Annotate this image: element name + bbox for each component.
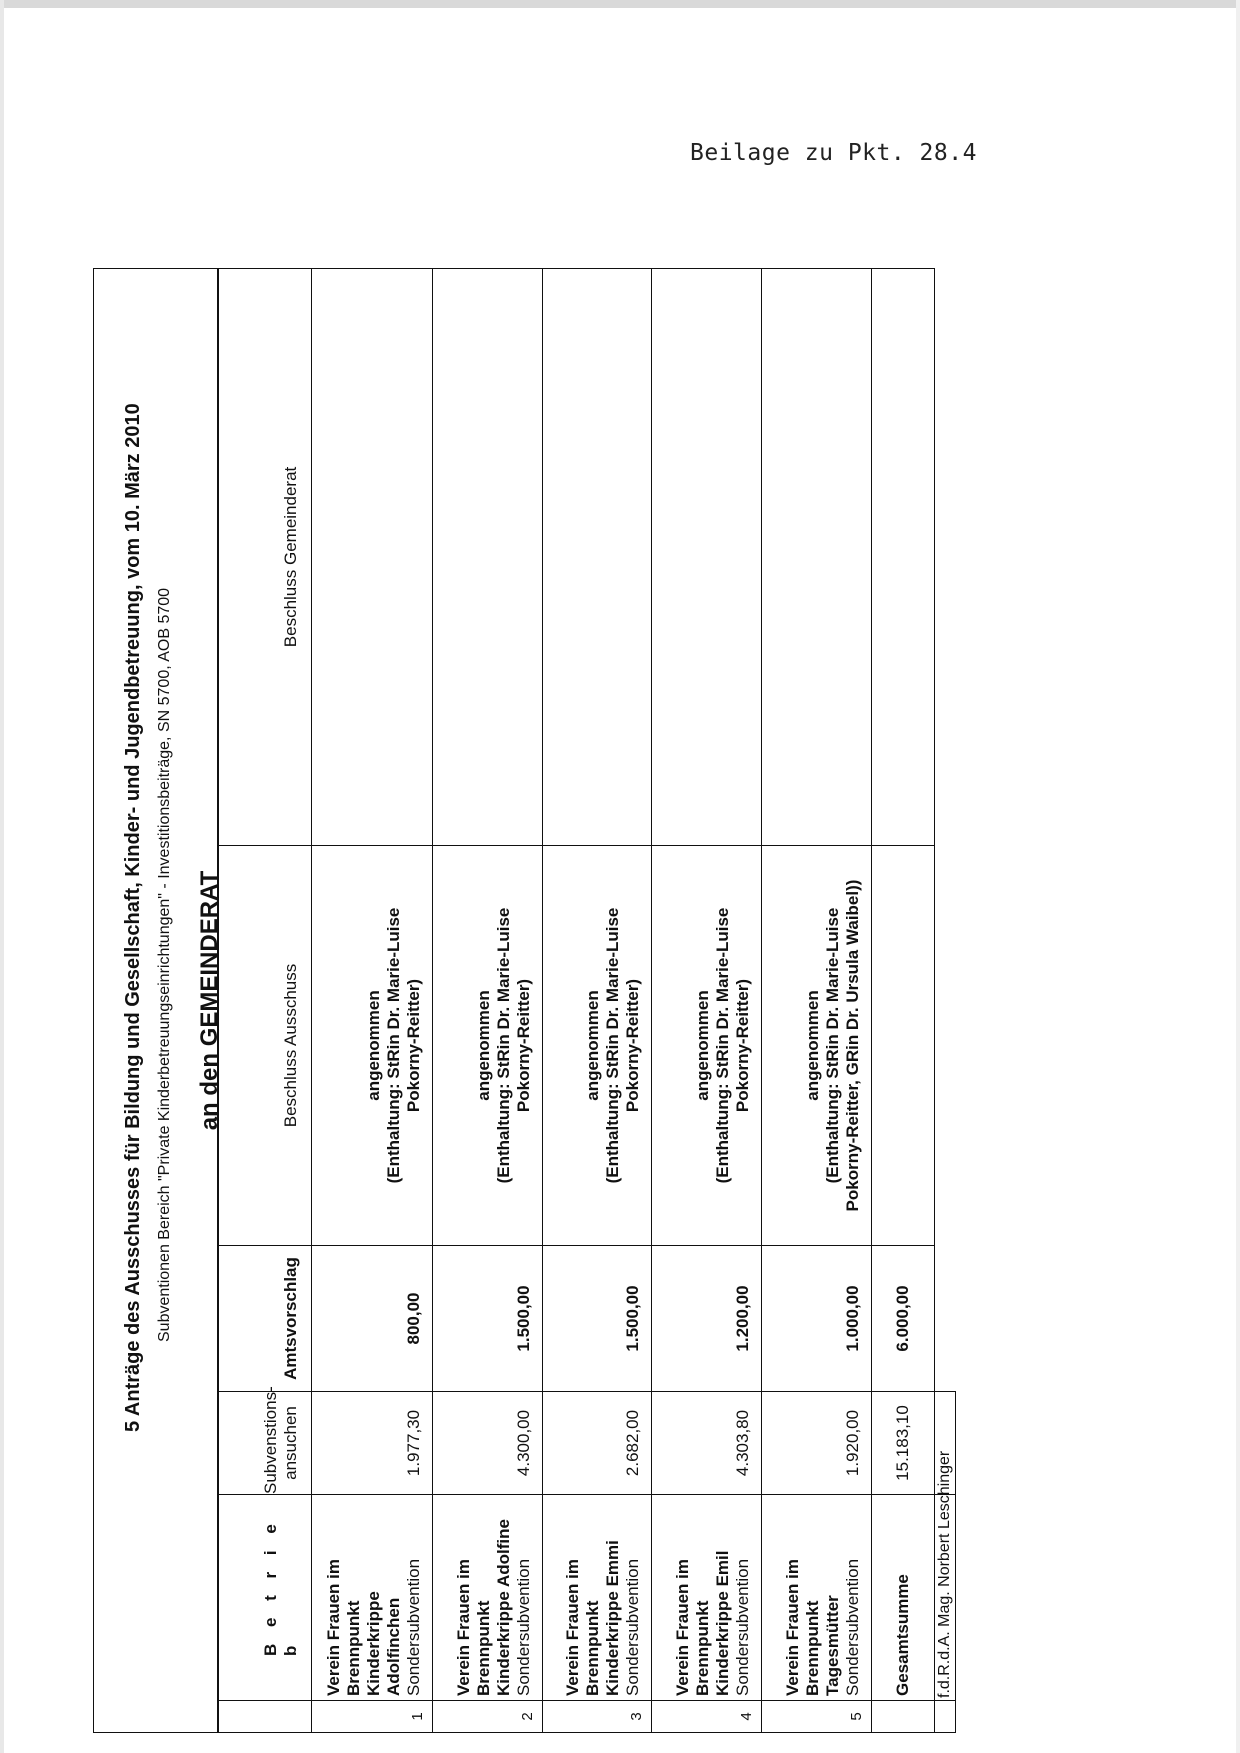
scan-edge-right (1236, 0, 1240, 1753)
document-subtitle: Subventionen Bereich "Private Kinderbetreuungseinrichtungen" - Investitionsbeiträge, SN 5700, AOB 5700 (156, 587, 173, 1342)
row-amtsvorschlag: 1.200,00 (652, 1246, 762, 1392)
table-row (542, 268, 652, 1732)
row-beschluss-gemeinderat (312, 268, 433, 845)
row-beschluss-gemeinderat (433, 268, 543, 845)
total-ansuchen: 15.183,10 (871, 1392, 934, 1495)
page-header: Beilage zu Pkt. 28.4 (690, 140, 977, 166)
row-betrieb: Verein Frauen im Brennpunkt Tagesmütter Sondersubvention (762, 1495, 872, 1701)
column-header-beschluss-gemeinderat: Beschluss Gemeinderat (219, 268, 312, 845)
row-beschluss-gemeinderat (762, 268, 872, 845)
row-ansuchen: 1.920,00 (762, 1392, 872, 1495)
row-ansuchen: 1.977,30 (312, 1392, 433, 1495)
row-amtsvorschlag: 1.500,00 (542, 1246, 652, 1392)
document-title: 5 Anträge des Ausschusses für Bildung und Gesellschaft, Kinder- und Jugendbetreuung, vom 10. März 2010 (122, 403, 144, 1432)
row-amtsvorschlag: 1.000,00 (762, 1246, 872, 1392)
rotated-document (93, 269, 956, 1733)
table-row (652, 268, 762, 1732)
row-index: 4 (652, 1701, 762, 1733)
row-beschluss-ausschuss: angenommen (Enthaltung: StRin Dr. Marie-Luise Pokorny-Reitter) (542, 846, 652, 1246)
table-row (433, 268, 543, 1732)
column-header-betrieb: B e t r i e b (219, 1495, 312, 1701)
subsidy-table: 5 Anträge des Ausschusses für Bildung und Gesellschaft, Kinder- und Jugendbetreuung, vom 10. März 2010 Subventionen Bereich "Private Kinderbetreuungseinrichtungen" - Investitionsbeiträge, SN 5700, AOB 5700 an den GEMEINDERAT B e t r i e b Subvenstions- ansuchen Amtsvorschlag Beschluss Ausschuss Beschluss Gemeinderat 1 Verein Frauen im Brennpunkt Kinderkrippe Adolfinchen Sondersubvention 1.977,30 800,00 angenommen (Enthaltung: StRin Dr. Marie-Luise Pokorny-Reitter) 2 Verein Frauen im Brennpunkt Kinderkrippe Adolfine Sondersubvention 4.300,00 1.500,00 angenommen (Enthaltung: StRin Dr. Marie-Luise Pokorny-Reitter) 3 Verein Frauen im Brennpunkt Kinderkrippe Emmi Sondersubvention 2.682,00 1.500,00 angenommen (Enthaltung: StRin Dr. Marie-Luise Pokorny-Reitter) 4 Verein Frauen im Brennpunkt Kinderkrippe Emil Sondersubvention 4.303,80 1.200,00 angenommen (Enthaltung: StRin Dr. Marie-Luise Pokorny-Reitter) 5 Verein Frauen im Brennpunkt Tagesmütter Sondersubvention 1.920,00 1.000,00 angenommen (Enthaltung: StRin Dr. Marie-Luise Pokorny-Reitter, GRin Dr. Ursula Waibel)) Gesamtsumme 15.183,10 6.000,00 f.d.R.d.A. Mag. Norbert Leschinger (93, 268, 956, 1733)
row-betrieb: Verein Frauen im Brennpunkt Kinderkrippe Adolfinchen Sondersubvention (312, 1495, 433, 1701)
scan-edge-top (0, 0, 1240, 8)
table-header-row (219, 268, 312, 1732)
column-header-amtsvorschlag: Amtsvorschlag (219, 1246, 312, 1392)
total-row (871, 268, 934, 1732)
column-header-ansuchen: Subvenstions- ansuchen (219, 1392, 312, 1495)
row-ansuchen: 4.300,00 (433, 1392, 543, 1495)
row-ansuchen: 2.682,00 (542, 1392, 652, 1495)
scan-edge-left (0, 0, 4, 1753)
footer-row (934, 268, 955, 1732)
table-row (312, 268, 433, 1732)
row-betrieb: Verein Frauen im Brennpunkt Kinderkrippe Adolfine Sondersubvention (433, 1495, 543, 1701)
row-ansuchen: 4.303,80 (652, 1392, 762, 1495)
row-betrieb: Verein Frauen im Brennpunkt Kinderkrippe Emil Sondersubvention (652, 1495, 762, 1701)
total-label: Gesamtsumme (871, 1495, 934, 1701)
row-beschluss-ausschuss: angenommen (Enthaltung: StRin Dr. Marie-Luise Pokorny-Reitter) (312, 846, 433, 1246)
footer-signature: f.d.R.d.A. Mag. Norbert Leschinger (934, 1495, 955, 1701)
row-index: 5 (762, 1701, 872, 1733)
row-amtsvorschlag: 800,00 (312, 1246, 433, 1392)
column-header-beschluss-ausschuss: Beschluss Ausschuss (219, 846, 312, 1246)
row-index: 1 (312, 1701, 433, 1733)
total-amtsvorschlag: 6.000,00 (871, 1246, 934, 1392)
row-beschluss-gemeinderat (652, 268, 762, 845)
row-beschluss-ausschuss: angenommen (Enthaltung: StRin Dr. Marie-Luise Pokorny-Reitter) (652, 846, 762, 1246)
row-index: 2 (433, 1701, 543, 1733)
row-beschluss-ausschuss: angenommen (Enthaltung: StRin Dr. Marie-Luise Pokorny-Reitter, GRin Dr. Ursula Waibel)) (762, 846, 872, 1246)
row-beschluss-gemeinderat (542, 268, 652, 845)
row-beschluss-ausschuss: angenommen (Enthaltung: StRin Dr. Marie-Luise Pokorny-Reitter) (433, 846, 543, 1246)
row-amtsvorschlag: 1.500,00 (433, 1246, 543, 1392)
row-betrieb: Verein Frauen im Brennpunkt Kinderkrippe Emmi Sondersubvention (542, 1495, 652, 1701)
row-index: 3 (542, 1701, 652, 1733)
table-row (762, 268, 872, 1732)
